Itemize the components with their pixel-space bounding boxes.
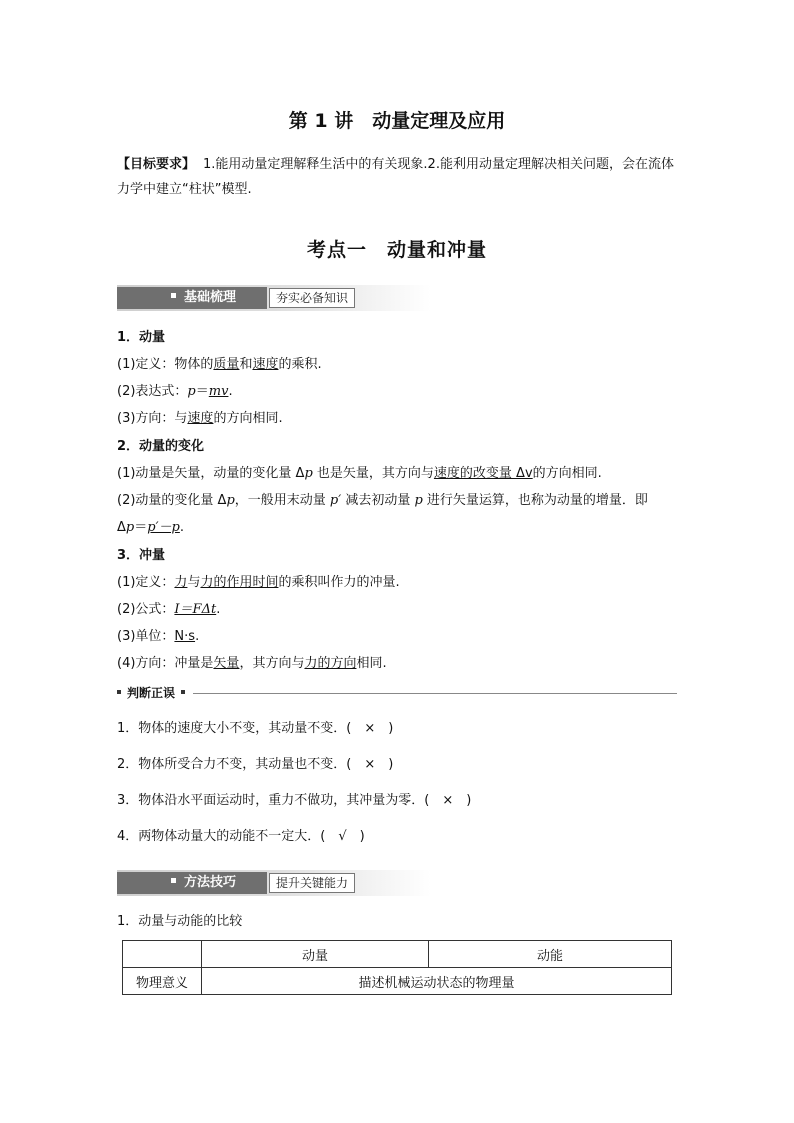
impulse-unit: (3)单位：N·s. [117, 629, 200, 644]
judge-item: 4．两物体动量大的动能不一定大．( √ ) [117, 829, 365, 844]
table-header-row [123, 941, 672, 968]
judge-item: 3．物体沿水平面运动时，重力不做功，其冲量为零．( × ) [117, 793, 472, 808]
momentum-change-line-2: (2)动量的变化量 Δp，一般用末动量 p′ 减去初动量 p 进行矢量运算，也称为动量的增量．即 [117, 493, 648, 508]
table-corner-cell [123, 941, 202, 968]
impulse-formula: (2)公式：I＝FΔt. [117, 602, 221, 617]
table-header-kinetic-energy: 动能 [429, 941, 672, 968]
true-false-label: 判断正误 [117, 684, 185, 702]
table-row-label: 物理意义 [123, 968, 202, 995]
momentum-expression: (2)表达式：p＝mv. [117, 384, 233, 399]
method-skills-subtitle: 提升关键能力 [269, 873, 355, 893]
lecture-title: 第 1 讲 动量定理及应用 [288, 110, 506, 132]
momentum-change-line-1: (1)动量是矢量，动量的变化量 Δp 也是矢量，其方向与速度的改变量 Δv的方向相同. [117, 466, 602, 481]
learning-goals [117, 152, 682, 202]
judge-item: 1．物体的速度大小不变，其动量不变．( × ) [117, 721, 394, 736]
basic-review-label: 基础梳理 [171, 287, 236, 309]
table-header-momentum: 动量 [202, 941, 429, 968]
method-skills-banner [117, 870, 431, 896]
momentum-definition: (1)定义：物体的质量和速度的乘积. [117, 357, 322, 372]
momentum-heading: 1．动量 [117, 330, 166, 345]
section-title: 考点一 动量和冲量 [306, 239, 487, 261]
judge-item: 2．物体所受合力不变，其动量也不变．( × ) [117, 757, 394, 772]
table-row [123, 968, 672, 995]
divider-line [193, 693, 677, 694]
method-skills-label: 方法技巧 [171, 872, 236, 894]
true-false-divider [117, 684, 677, 702]
table-row-value: 描述机械运动状态的物理量 [202, 968, 672, 995]
impulse-direction: (4)方向：冲量是矢量，其方向与力的方向相同. [117, 656, 387, 671]
momentum-change-heading: 2．动量的变化 [117, 439, 205, 454]
goal-text: 1.能用动量定理解释生活中的有关现象.2.能利用动量定理解决相关问题，会在流体力学中建立“柱状”模型. [117, 157, 674, 197]
impulse-definition: (1)定义：力与力的作用时间的乘积叫作力的冲量. [117, 575, 400, 590]
comparison-table [122, 940, 672, 995]
basic-review-subtitle: 夯实必备知识 [269, 288, 355, 308]
basic-review-banner [117, 285, 431, 311]
impulse-heading: 3．冲量 [117, 548, 166, 563]
goal-tag: 【目标要求】 [117, 157, 196, 172]
momentum-direction: (3)方向：与速度的方向相同. [117, 411, 283, 426]
comparison-heading: 1．动量与动能的比较 [117, 914, 243, 929]
momentum-change-formula: Δp＝p′－p. [117, 520, 184, 535]
